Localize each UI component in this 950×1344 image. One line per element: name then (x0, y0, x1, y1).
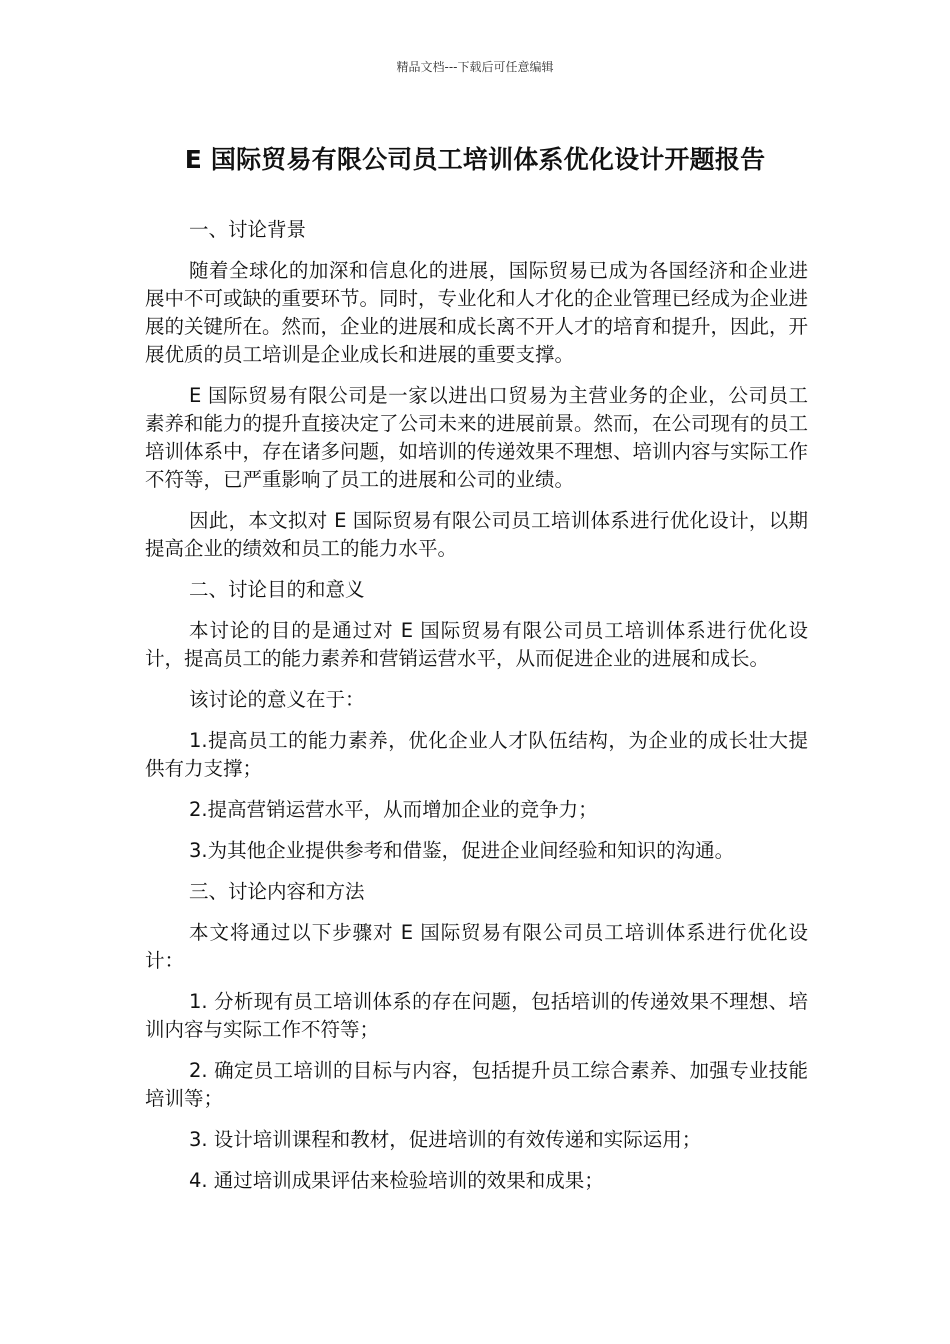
paragraph: 本讨论的目的是通过对 E 国际贸易有限公司员工培训体系进行优化设计，提高员工的能力素养和营销运营水平，从而促进企业的进展和成长。 (145, 619, 808, 670)
document-title: E 国际贸易有限公司员工培训体系优化设计开题报告 (184, 145, 766, 174)
list-item: 3.为其他企业提供参考和借鉴，促进企业间经验和知识的沟通。 (189, 839, 735, 862)
list-item: 1.提高员工的能力素养，优化企业人才队伍结构，为企业的成长壮大提供有力支撑； (145, 729, 808, 780)
list-item: 2.提高营销运营水平，从而增加企业的竞争力； (189, 798, 598, 821)
section-heading-purpose: 二、讨论目的和意义 (189, 578, 365, 601)
list-item: 4. 通过培训成果评估来检验培训的效果和成果； (189, 1169, 604, 1192)
paragraph: 该讨论的意义在于： (189, 688, 365, 711)
header-note: 精品文档---下载后可任意编辑 (396, 60, 554, 74)
paragraph: E 国际贸易有限公司是一家以进出口贸易为主营业务的企业，公司员工素养和能力的提升直接决定了公司未来的进展前景。然而，在公司现有的员工培训体系中，存在诸多问题，如培训的传递效果不理想、培训内容与实际工作不符等，已严重影响了员工的进展和公司的业绩。 (145, 384, 809, 491)
section-heading-background: 一、讨论背景 (189, 218, 307, 241)
paragraph: 因此，本文拟对 E 国际贸易有限公司员工培训体系进行优化设计，以期提高企业的绩效和员工的能力水平。 (145, 509, 808, 560)
section-heading-methods: 三、讨论内容和方法 (189, 880, 365, 903)
paragraph: 本文将通过以下步骤对 E 国际贸易有限公司员工培训体系进行优化设计： (145, 921, 808, 972)
paragraph: 随着全球化的加深和信息化的进展，国际贸易已成为各国经济和企业进展中不可或缺的重要环节。同时，专业化和人才化的企业管理已经成为企业进展的关键所在。然而，企业的进展和成长离不开人才的培育和提升，因此，开展优质的员工培训是企业成长和进展的重要支撑。 (145, 259, 809, 366)
list-item: 1. 分析现有员工培训体系的存在问题，包括培训的传递效果不理想、培训内容与实际工作不符等； (145, 990, 808, 1041)
list-item: 2. 确定员工培训的目标与内容，包括提升员工综合素养、加强专业技能培训等； (145, 1059, 808, 1110)
document-body (145, 216, 808, 1208)
list-item: 3. 设计培训课程和教材，促进培训的有效传递和实际运用； (189, 1128, 702, 1151)
